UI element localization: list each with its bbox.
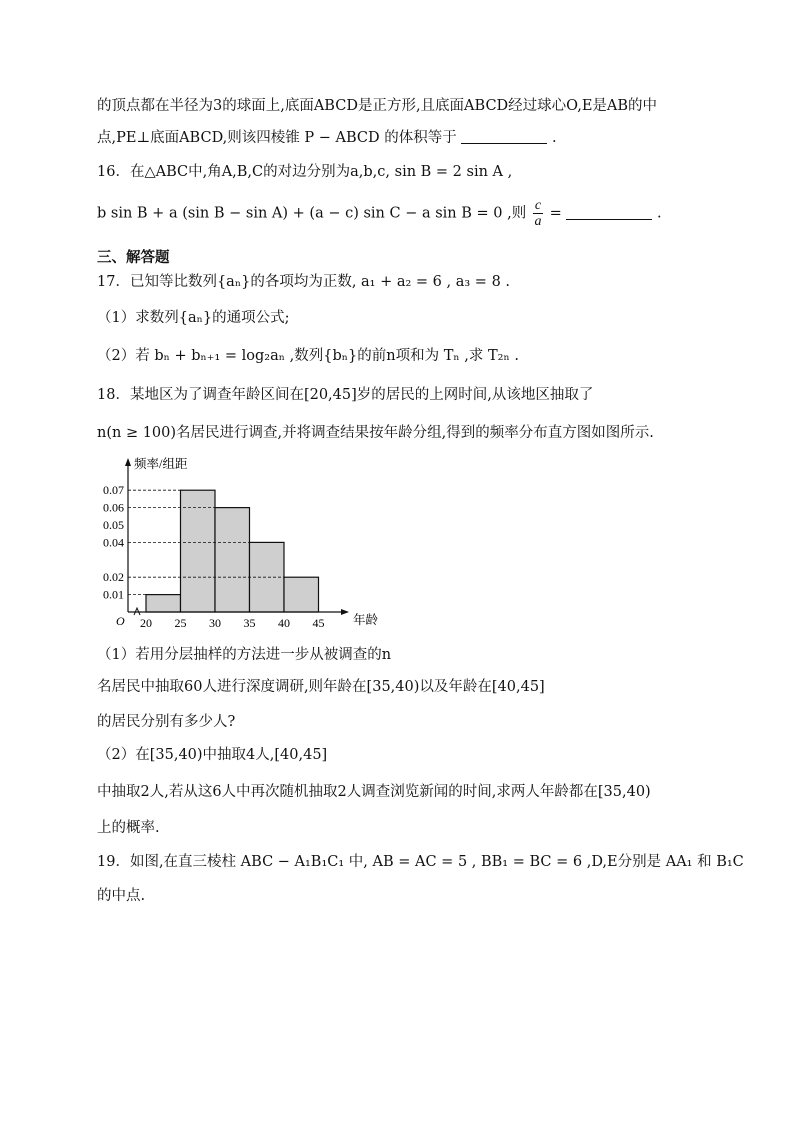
y-axis-arrow: [125, 458, 131, 466]
x-axis-title: 年龄: [353, 613, 379, 627]
q15-line1: 的顶点都在半径为3的球面上,底面ABCD是正方形,且底面ABCD经过球心O,E是AB的中: [97, 98, 658, 114]
q17-part2: （2）若 bₙ + bₙ₊₁ = log₂aₙ ,数列{bₙ}的前n项和为 Tₙ ,求 T₂ₙ .: [97, 348, 519, 364]
q15-line2: [97, 128, 557, 148]
x-tick-label: 45: [312, 616, 325, 630]
x-tick-label: 40: [278, 616, 290, 630]
q19-line2: 的中点.: [97, 888, 146, 904]
c-over-a-fraction: [533, 198, 543, 229]
histogram-bar: [181, 490, 216, 612]
q18-line1: 18．某地区为了调查年龄区间在[20,45]岁的居民的上网时间,从该地区抽取了: [97, 387, 594, 403]
x-axis-arrow: [341, 609, 349, 615]
q16-line2-text: b sin B + a (sin B − sin A) + (a − c) sin C − a sin B = 0 ,则: [97, 205, 527, 222]
x-tick-label: 25: [174, 616, 187, 630]
q18-part2-c: 上的概率.: [97, 820, 160, 836]
x-tick-label: 35: [243, 616, 256, 630]
frequency-histogram: [95, 452, 379, 640]
fraction-denominator: a: [534, 214, 542, 229]
q18-part2-a: （2）在[35,40)中抽取4人,[40,45]: [97, 747, 328, 763]
q18-part2-b: 中抽取2人,若从这6人中再次随机抽取2人调查浏览新闻的时间,求两人年龄都在[35,40): [97, 784, 651, 800]
q16-line1: 16．在△ABC中,角A,B,C的对边分别为a,b,c, sin B = 2 sin A ,: [97, 164, 513, 180]
y-tick-label: 0.04: [103, 535, 124, 550]
q18-line2: n(n ≥ 100)名居民进行调查,并将调查结果按年龄分组,得到的频率分布直方图如图所示.: [97, 425, 654, 441]
histogram-bar: [215, 508, 250, 612]
section-heading: 三、解答题: [97, 249, 170, 266]
q17-part1: （1）求数列{aₙ}的通项公式;: [97, 310, 290, 326]
x-tick-label: 20: [140, 616, 152, 630]
y-tick-label: 0.01: [103, 587, 124, 602]
answer-blank: [461, 128, 547, 144]
q18-part1-a: （1）若用分层抽样的方法进一步从被调查的n: [97, 647, 392, 663]
fraction-numerator: c: [534, 198, 542, 213]
q15-line2-text: 点,PE⊥底面ABCD,则该四棱锥 P − ABCD 的体积等于: [97, 130, 457, 146]
y-tick-label: 0.06: [103, 500, 124, 515]
y-tick-label: 0.02: [103, 570, 124, 585]
y-tick-label: 0.07: [103, 483, 124, 498]
answer-blank: [566, 204, 652, 220]
q16-line2: [97, 198, 662, 229]
histogram-bar: [146, 595, 181, 612]
q16-equals: =: [549, 205, 567, 222]
q18-part1-c: 的居民分别有多少人?: [97, 714, 236, 730]
y-axis-title: 频率/组距: [134, 457, 188, 471]
q16-line2-end: .: [657, 205, 662, 222]
q19-line1: 19．如图,在直三棱柱 ABC − A₁B₁C₁ 中, AB = AC = 5 , BB₁ = BC = 6 ,D,E分别是 AA₁ 和 B₁C: [97, 854, 744, 870]
origin-label: O: [116, 614, 125, 628]
x-tick-label: 30: [209, 616, 221, 630]
q18-part1-b: 名居民中抽取60人进行深度调研,则年龄在[35,40)以及年龄在[40,45]: [97, 679, 545, 695]
y-tick-label: 0.05: [103, 518, 124, 532]
histogram-bar: [284, 577, 319, 612]
q17-line1: 17．已知等比数列{aₙ}的各项均为正数, a₁ + a₂ = 6 , a₃ = 8 .: [97, 274, 511, 290]
q15-line2-end: .: [551, 130, 557, 146]
